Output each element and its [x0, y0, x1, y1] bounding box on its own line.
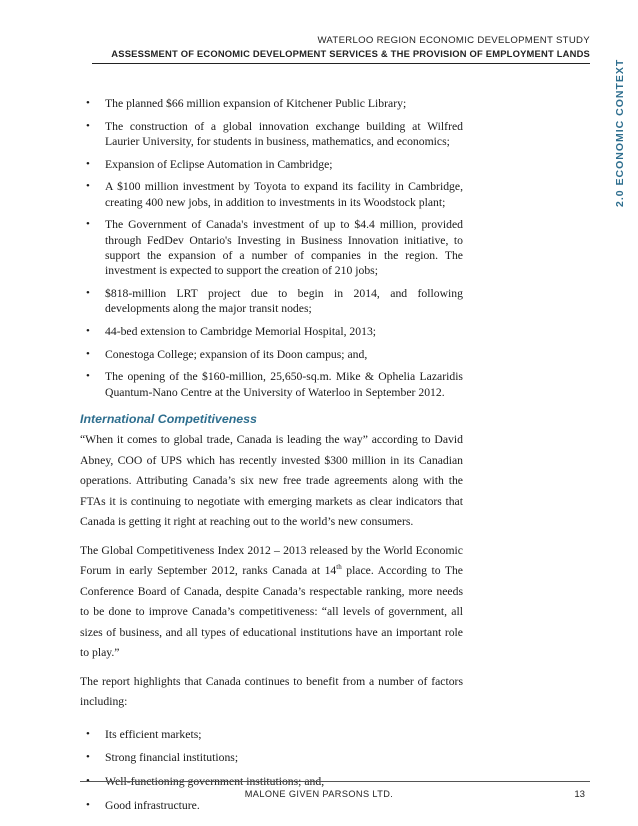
section-heading: International Competitiveness: [80, 412, 257, 426]
list-item: • Well-functioning government institutions; and,: [86, 775, 325, 789]
list-item: • The construction of a global innovation exchange building at Wilfred Laurier University, for students in business, mathematics, and economics;: [86, 119, 463, 148]
bullet-icon: •: [86, 370, 90, 383]
list-item: • Good infrastructure.: [86, 798, 200, 812]
bullet-icon: •: [86, 347, 90, 360]
page-content: [80, 96, 463, 822]
bullet-icon: •: [86, 775, 90, 788]
bullet-icon: •: [86, 325, 90, 337]
study-title: WATERLOO REGION ECONOMIC DEVELOPMENT STUDY: [317, 35, 590, 46]
footer-company: MALONE GIVEN PARSONS LTD.: [244, 789, 394, 799]
paragraph-report-highlights: The report highlights that Canada continues to benefit from a number of factors including:: [80, 674, 463, 708]
page-number: 13: [574, 789, 585, 800]
document-subtitle: ASSESSMENT OF ECONOMIC DEVELOPMENT SERVICES & THE PROVISION OF EMPLOYMENT LANDS: [111, 48, 590, 59]
section-side-tab: 2.0 ECONOMIC CONTEXT: [614, 58, 626, 207]
list-item: • Expansion of Eclipse Automation in Cambridge;: [86, 157, 333, 171]
list-item: • 44-bed extension to Cambridge Memorial Hospital, 2013;: [86, 325, 377, 338]
paragraph-competitiveness-index: The Global Competitiveness Index 2012 – 2013 released by the World Economic Forum in early September 2012, ranks Canada at 14th place. According to The Conference Board of Canada, despite Canada’s respectable ranking, more needs to be done to improve Canada’s competitiveness: “all levels of government, all sizes of business, and all types of educational institutions have an important role to play.”: [80, 543, 463, 659]
factors-bullet-list: [80, 727, 463, 814]
bullet-icon: •: [86, 727, 90, 740]
bullet-icon: •: [86, 119, 90, 132]
list-item: • Conestoga College; expansion of its Doon campus; and,: [86, 347, 368, 361]
bullet-icon: •: [86, 751, 90, 764]
bullet-icon: •: [86, 218, 90, 231]
bullet-icon: •: [86, 180, 90, 193]
bullet-icon: •: [86, 157, 90, 170]
list-item: • The opening of the $160-million, 25,650-sq.m. Mike & Ophelia Lazaridis Quantum-Nano Centre at the University of Waterloo in September 2012.: [86, 370, 463, 399]
list-item: • $818-million LRT project due to begin in 2014, and following developments along the major transit nodes;: [86, 287, 463, 316]
list-item: • The planned $66 million expansion of Kitchener Public Library;: [86, 97, 407, 110]
list-item: • Strong financial institutions;: [86, 751, 239, 765]
list-item: • A $100 million investment by Toyota to expand its facility in Cambridge, creating 400 new jobs, in addition to investments in its Woodstock plant;: [86, 180, 463, 209]
list-item: • The Government of Canada's investment of up to $4.4 million, provided through FedDev Ontario's Investing in Business Innovation initiative, to support the expansion of a number of companies in the region. The investment is expected to support the creation of 210 jobs;: [86, 218, 463, 278]
investment-bullet-list: [80, 96, 463, 400]
paragraph-trade: “When it comes to global trade, Canada is leading the way” according to David Abney, COO of UPS which has recently invested $300 million in its Canadian operations. Attributing Canada’s six new free trade agreements along with the FTAs it is continuing to negotiate with emerging markets as clear indicators that Canada is getting it right at reaching out to the world’s new consumers.: [80, 433, 463, 528]
footer-divider: [80, 781, 590, 782]
header-divider: [92, 63, 590, 64]
bullet-icon: •: [86, 97, 90, 109]
list-item: • Its efficient markets;: [86, 727, 202, 741]
bullet-icon: •: [86, 287, 90, 299]
bullet-icon: •: [86, 798, 90, 811]
